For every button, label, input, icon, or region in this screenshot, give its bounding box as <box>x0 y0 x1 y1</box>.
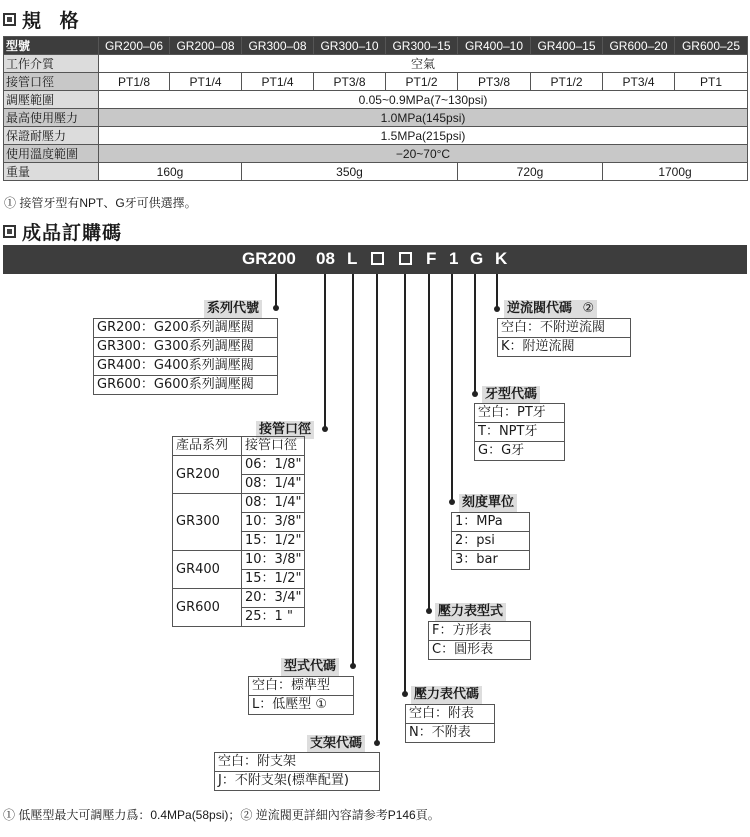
code-gauge-box <box>399 252 412 265</box>
row-label: 接管口徑 <box>4 73 99 91</box>
pipe-size: 10：3/8" <box>242 513 305 532</box>
pipe-size: 10：3/8" <box>242 551 305 570</box>
spec-title: 規 格 <box>22 10 85 32</box>
option-item: 空白：附表 <box>406 705 494 724</box>
option-item: GR200：G200系列調壓閥 <box>94 319 277 338</box>
thread-code-title: 牙型代碼 <box>482 386 540 404</box>
medium-row <box>4 55 748 73</box>
header-cell: GR300–08 <box>242 37 314 55</box>
option-item: T：NPT牙 <box>475 423 564 442</box>
option-item: 3：bar <box>452 551 529 570</box>
proof-row <box>4 127 748 145</box>
header-cell: GR200–06 <box>99 37 170 55</box>
pipe-series: GR200 <box>173 456 242 494</box>
pipe-size: 06：1/8" <box>242 456 305 475</box>
temp-row <box>4 145 748 163</box>
option-item: GR400：G400系列調壓閥 <box>94 357 277 376</box>
pipe-size: 08：1/4" <box>242 475 305 494</box>
bullet-dot-icon <box>494 306 500 312</box>
pipe-size-table <box>172 436 305 627</box>
row-value: 1.0MPa(145psi) <box>99 109 748 127</box>
pipe-size: 08：1/4" <box>242 494 305 513</box>
pipe-header: 產品系列 <box>173 437 242 456</box>
code-size: 08 <box>316 249 335 268</box>
pipe-size: 25：1 " <box>242 608 305 627</box>
max-pressure-row <box>4 109 748 127</box>
spec-note: ① 接管牙型有NPT、G牙可供選擇。 <box>4 196 197 210</box>
header-cell: GR400–10 <box>458 37 531 55</box>
header-cell: GR200–08 <box>170 37 242 55</box>
option-item: N：不附表 <box>406 724 494 743</box>
row-label: 使用溫度範圍 <box>4 145 99 163</box>
row-value: 160g <box>99 163 242 181</box>
pipe-size-title: 接管口徑 <box>256 421 314 439</box>
code-model: GR200 <box>242 249 296 268</box>
header-cell: GR600–25 <box>675 37 748 55</box>
pipe-size: 15：1/2" <box>242 532 305 551</box>
code-scale: F <box>426 249 437 268</box>
row-value: PT1/4 <box>170 73 242 91</box>
row-label: 調壓範圍 <box>4 91 99 109</box>
model-type-options <box>248 676 354 715</box>
bullet-dot-icon <box>273 305 279 311</box>
code-unit: 1 <box>449 249 459 268</box>
option-item: J：不附支架(標準配置) <box>215 772 379 791</box>
pipe-size: 15：1/2" <box>242 570 305 589</box>
row-value: 空氣 <box>99 55 748 73</box>
pipe-header: 接管口徑 <box>242 437 305 456</box>
row-value: PT1/2 <box>386 73 458 91</box>
option-item: 空白：附支架 <box>215 753 379 772</box>
row-value: 720g <box>458 163 603 181</box>
row-value: PT3/8 <box>458 73 531 91</box>
bracket-options <box>214 752 380 791</box>
range-row <box>4 91 748 109</box>
row-value: 1.5MPa(215psi) <box>99 127 748 145</box>
gauge-type-options <box>428 621 531 660</box>
pipe-series: GR600 <box>173 589 242 627</box>
order-heading <box>3 218 122 245</box>
code-thread: G <box>470 249 484 268</box>
check-valve-mark: ② <box>582 301 595 316</box>
pipe-series: GR300 <box>173 494 242 551</box>
pipe-row <box>4 73 748 91</box>
check-valve-title-text: 逆流閥代碼 <box>507 301 573 316</box>
spec-table <box>3 36 748 181</box>
row-label: 工作介質 <box>4 55 99 73</box>
model-type-title: 型式代碼 <box>281 658 339 676</box>
scale-unit-title: 刻度單位 <box>459 494 517 512</box>
order-code-bar <box>3 245 747 274</box>
bullet-dot-icon <box>426 608 432 614</box>
header-cell: GR600–20 <box>603 37 675 55</box>
row-value: 1700g <box>603 163 748 181</box>
check-valve-title <box>504 300 597 318</box>
bracket-title: 支架代碼 <box>307 735 365 753</box>
header-cell: GR300–10 <box>314 37 386 55</box>
option-item: G：G牙 <box>475 442 564 461</box>
option-item: 2：psi <box>452 532 529 551</box>
bullet-dot-icon <box>472 391 478 397</box>
gauge-type-title: 壓力表型式 <box>435 603 506 621</box>
row-label: 保證耐壓力 <box>4 127 99 145</box>
order-title: 成品訂購碼 <box>22 222 123 244</box>
option-item: GR300：G300系列調壓閥 <box>94 338 277 357</box>
option-item: 1：MPa <box>452 513 529 532</box>
bullet-dot-icon <box>322 426 328 432</box>
code-type: L <box>347 249 358 268</box>
bullet-dot-icon <box>449 499 455 505</box>
scale-unit-options <box>451 512 530 570</box>
series-options <box>93 318 278 395</box>
code-check: K <box>495 249 508 268</box>
row-value: PT1/2 <box>531 73 603 91</box>
option-item: F：方形表 <box>429 622 530 641</box>
gauge-code-options <box>405 704 495 743</box>
row-label: 重量 <box>4 163 99 181</box>
bullet-dot-icon <box>402 691 408 697</box>
footer-note: ① 低壓型最大可調壓力爲：0.4MPa(58psi)；② 逆流閥更詳細內容請参考P146頁。 <box>3 808 440 822</box>
row-value: −20~70°C <box>99 145 748 163</box>
row-value: PT1/4 <box>242 73 314 91</box>
spec-header-row <box>4 37 748 55</box>
bullet-dot-icon <box>374 740 380 746</box>
row-value: PT1 <box>675 73 748 91</box>
row-label: 最高使用壓力 <box>4 109 99 127</box>
check-valve-options <box>497 318 631 357</box>
row-value: PT3/4 <box>603 73 675 91</box>
option-item: L：低壓型 ① <box>249 696 353 715</box>
option-item: 空白：PT牙 <box>475 404 564 423</box>
pipe-series: GR400 <box>173 551 242 589</box>
thread-code-options <box>474 403 565 461</box>
option-item: GR600：G600系列調壓閥 <box>94 376 277 395</box>
weight-row <box>4 163 748 181</box>
row-value: 0.05~0.9MPa(7~130psi) <box>99 91 748 109</box>
header-cell: 型號 <box>4 37 99 55</box>
bullet-dot-icon <box>350 663 356 669</box>
gauge-code-title: 壓力表代碼 <box>411 686 482 704</box>
option-item: 空白：標準型 <box>249 677 353 696</box>
square-bullet-icon <box>3 13 16 26</box>
code-bracket-box <box>371 252 384 265</box>
square-bullet-icon <box>3 225 16 238</box>
pipe-size: 20：3/4" <box>242 589 305 608</box>
option-item: C：圓形表 <box>429 641 530 660</box>
row-value: PT3/8 <box>314 73 386 91</box>
series-title: 系列代號 <box>204 300 262 318</box>
option-item: K：附逆流閥 <box>498 338 630 357</box>
row-value: PT1/8 <box>99 73 170 91</box>
row-value: 350g <box>242 163 458 181</box>
spec-heading <box>3 6 85 33</box>
header-cell: GR400–15 <box>531 37 603 55</box>
header-cell: GR300–15 <box>386 37 458 55</box>
option-item: 空白：不附逆流閥 <box>498 319 630 338</box>
